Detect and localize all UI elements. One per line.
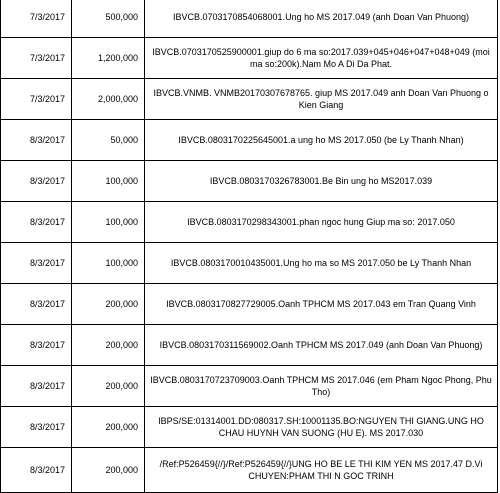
description-cell: IBVCB.0803170326783001.Be Bin ung ho MS2017.039 [144, 161, 498, 201]
table-row [0, 407, 498, 448]
table-row [0, 161, 498, 202]
date-cell: 8/3/2017 [0, 366, 71, 406]
description-cell: IBVCB.0803170723709003.Oanh TPHCM MS 2017.046 (em Pham Ngoc Phong, Phu Tho) [144, 366, 498, 406]
description-cell: IBVCB.0803170298343001.phan ngoc hung Giup ma so: 2017.050 [144, 202, 498, 242]
description-cell: IBVCB.0803170225645001.a ung ho MS 2017.050 (be Ly Thanh Nhan) [144, 120, 498, 160]
amount-cell: 200,000 [71, 448, 144, 492]
table-row [0, 38, 498, 79]
table-row [0, 325, 498, 366]
table-row [0, 79, 498, 120]
table-row [0, 202, 498, 243]
table-row [0, 448, 498, 493]
date-cell: 8/3/2017 [0, 243, 71, 283]
table-row [0, 0, 498, 38]
description-cell: IBPS/SE:01314001.DD:080317.SH:10001135.BO:NGUYEN THI GIANG.UNG HO CHAU HUYNH VAN SUONG (HU E). MS 2017.030 [144, 407, 498, 447]
table-row [0, 120, 498, 161]
date-cell: 7/3/2017 [0, 38, 71, 78]
description-cell: IBVCB.0703170854068001.Ung ho MS 2017.049 (anh Doan Van Phuong) [144, 0, 498, 37]
date-cell: 8/3/2017 [0, 284, 71, 324]
date-cell: 8/3/2017 [0, 202, 71, 242]
date-cell: 8/3/2017 [0, 407, 71, 447]
date-cell: 8/3/2017 [0, 448, 71, 492]
table-row [0, 366, 498, 407]
amount-cell: 100,000 [71, 243, 144, 283]
amount-cell: 200,000 [71, 325, 144, 365]
amount-cell: 200,000 [71, 366, 144, 406]
amount-cell: 1,200,000 [71, 38, 144, 78]
date-cell: 8/3/2017 [0, 325, 71, 365]
amount-cell: 2,000,000 [71, 79, 144, 119]
date-cell: 8/3/2017 [0, 161, 71, 201]
amount-cell: 50,000 [71, 120, 144, 160]
description-cell: /Ref:P526459{//}/Ref:P526459{//}UNG HO BE LE THI KIM YEN MS 2017.47 D.Vi CHUYEN:PHAM THI N GOC TRINH [144, 448, 498, 492]
amount-cell: 100,000 [71, 202, 144, 242]
description-cell: IBVCB.0803170010435001.Ung ho ma so MS 2017.050 be Ly Thanh Nhan [144, 243, 498, 283]
date-cell: 8/3/2017 [0, 120, 71, 160]
amount-cell: 200,000 [71, 284, 144, 324]
date-cell: 7/3/2017 [0, 0, 71, 37]
table-row [0, 284, 498, 325]
amount-cell: 500,000 [71, 0, 144, 37]
amount-cell: 200,000 [71, 407, 144, 447]
description-cell: IBVCB.0803170311569002.Oanh TPHCM MS 2017.049 (anh Doan Van Phuong) [144, 325, 498, 365]
date-cell: 7/3/2017 [0, 79, 71, 119]
description-cell: IBVCB.VNMB. VNMB20170307678765. giup MS 2017.049 anh Doan Van Phuong o Kien Giang [144, 79, 498, 119]
table-row [0, 243, 498, 284]
amount-cell: 100,000 [71, 161, 144, 201]
description-cell: IBVCB.0703170525900001.giup do 6 ma so:2017.039+045+046+047+048+049 (moi ma so:200k).Nam Mo A Di Da Phat. [144, 38, 498, 78]
description-cell: IBVCB.0803170827729005.Oanh TPHCM MS 2017.043 em Tran Quang Vinh [144, 284, 498, 324]
